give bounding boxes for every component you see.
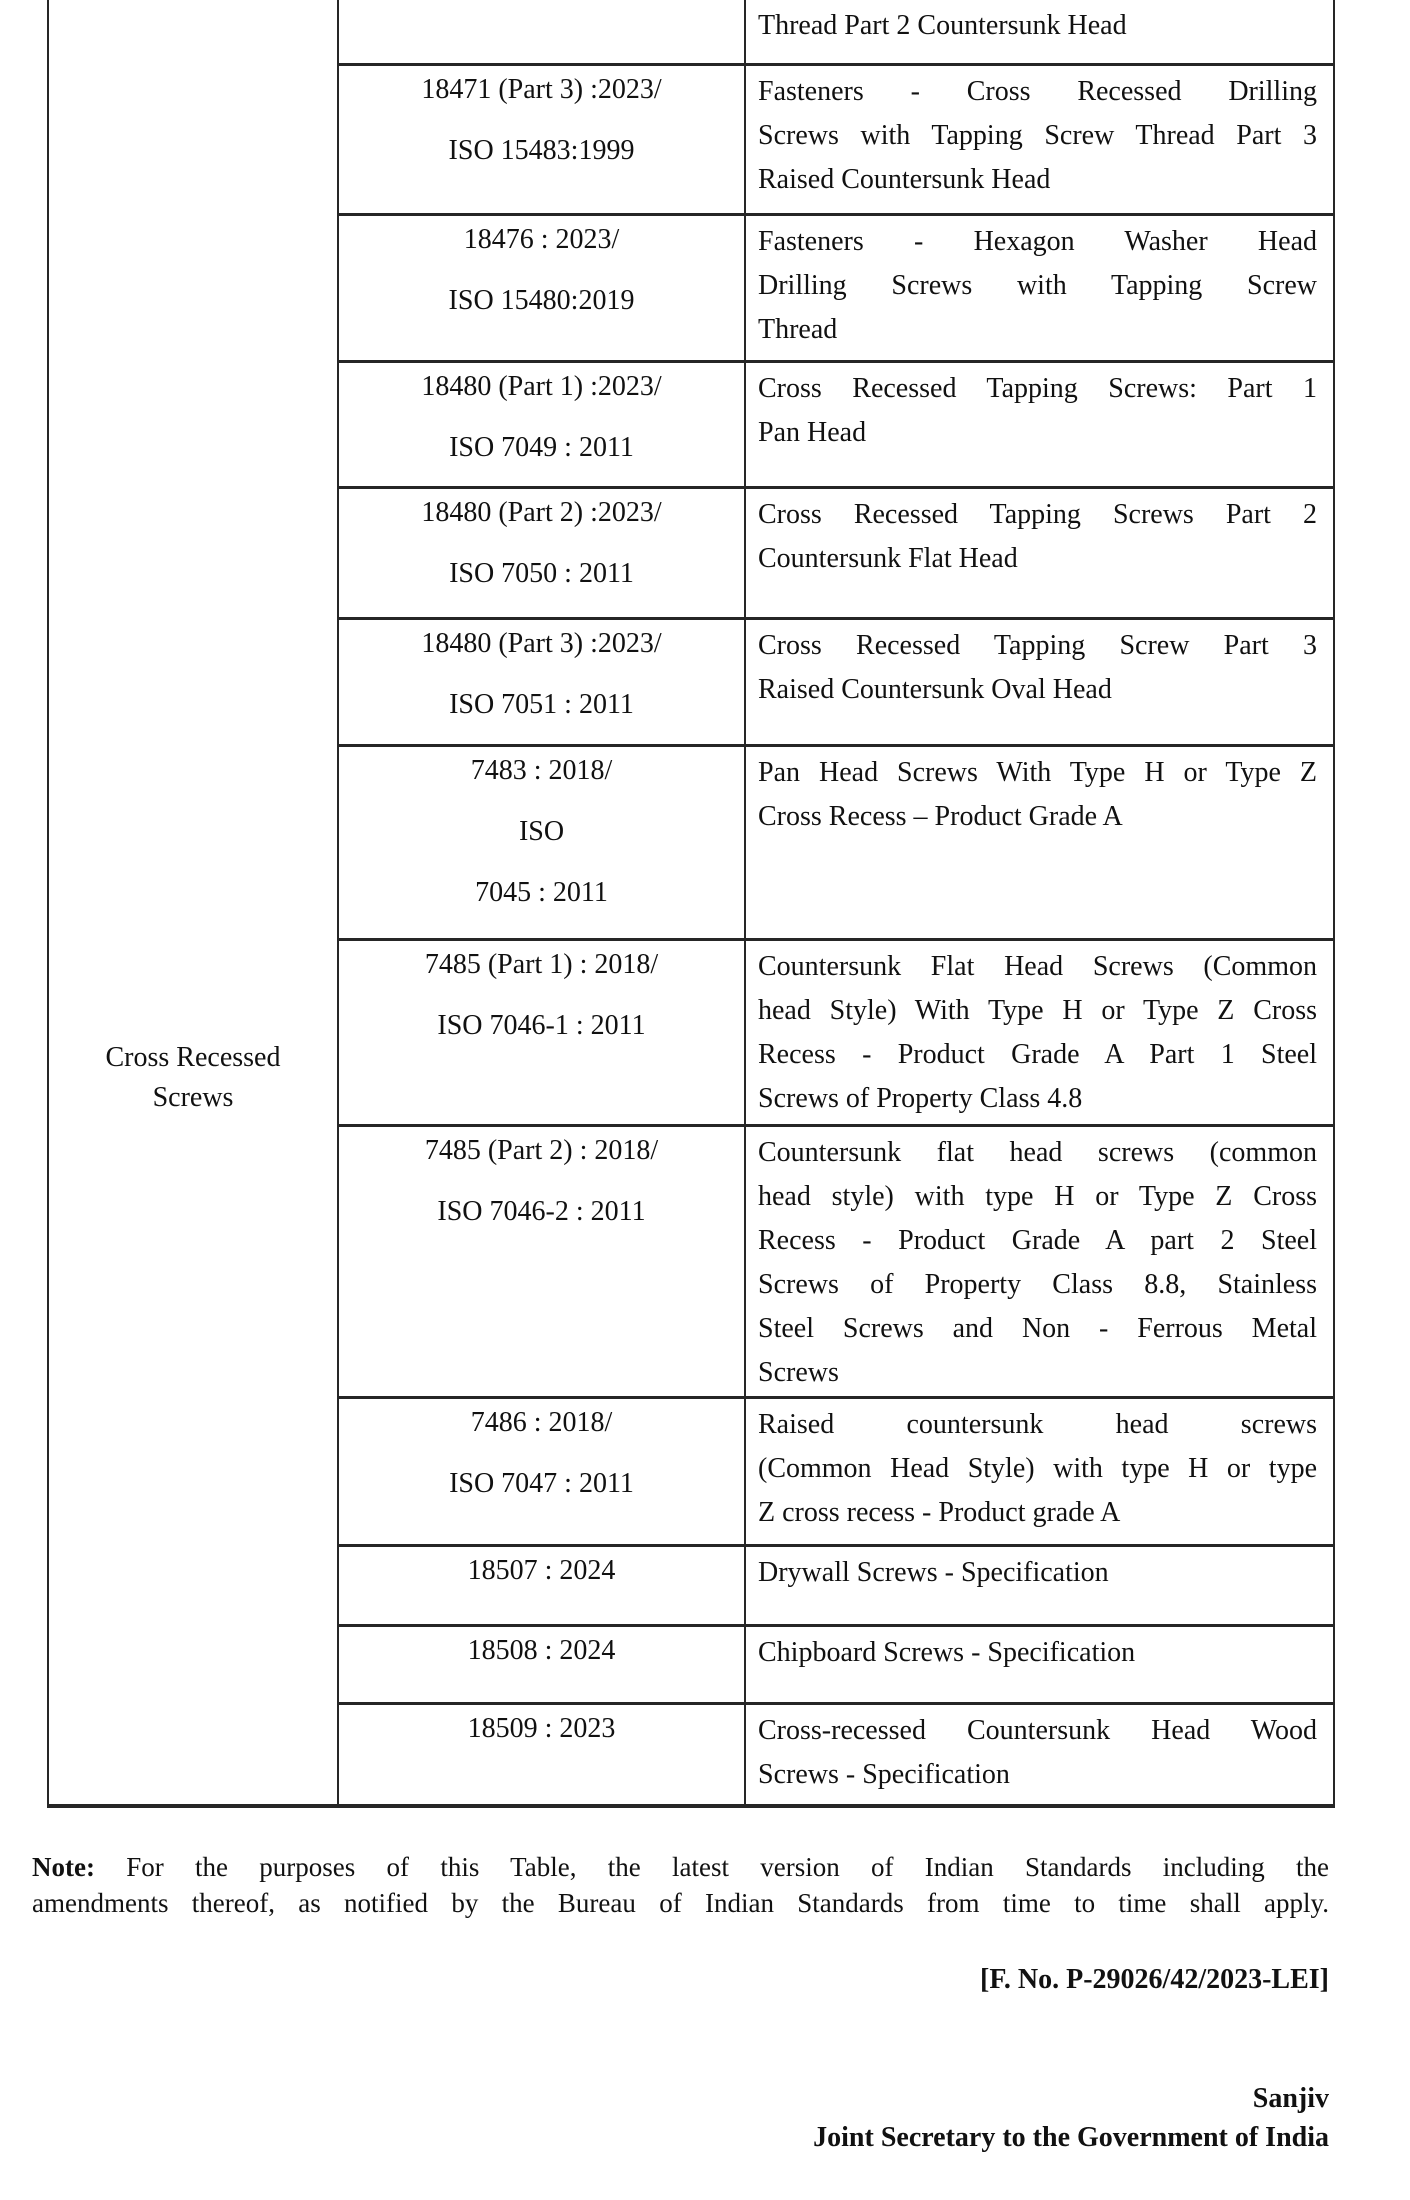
is-number-cell — [339, 1124, 744, 1396]
description-line: head style) with type H or Type Z Cross — [758, 1181, 1317, 1212]
description-line: Thread Part 2 Countersunk Head — [758, 10, 1127, 41]
is-number-line: 18480 (Part 3) :2023/ — [421, 628, 662, 659]
description-line: Screws - Specification — [758, 1759, 1010, 1790]
is-number-line: ISO 7047 : 2011 — [449, 1468, 634, 1499]
is-number-line: 18480 (Part 1) :2023/ — [421, 371, 662, 402]
description-line: Screws of Property Class 8.8, Stainless — [758, 1269, 1317, 1300]
description-line: Cross Recess – Product Grade A — [758, 801, 1123, 832]
description-line: Raised countersunk head screws — [758, 1409, 1317, 1440]
description-line: Countersunk flat head screws (common — [758, 1137, 1317, 1168]
description-cell — [744, 617, 1333, 744]
description-line: head Style) With Type H or Type Z Cross — [758, 995, 1317, 1026]
is-number-cell — [339, 938, 744, 1124]
is-number-cell — [339, 213, 744, 360]
is-number-cell — [339, 1544, 744, 1624]
description-line: Recess - Product Grade A part 2 Steel — [758, 1225, 1317, 1256]
description-line: Fasteners - Cross Recessed Drilling — [758, 76, 1317, 107]
signatory-title: Joint Secretary to the Government of India — [813, 2122, 1329, 2153]
description-cell — [744, 0, 1333, 63]
category-label: Cross Recessed Screws — [105, 1042, 281, 1113]
is-number-cell — [339, 360, 744, 486]
is-number-line: ISO 7050 : 2011 — [449, 558, 634, 589]
description-line: Steel Screws and Non - Ferrous Metal — [758, 1313, 1317, 1344]
description-line: Z cross recess - Product grade A — [758, 1497, 1121, 1528]
is-number-line: ISO 15483:1999 — [448, 135, 635, 166]
description-line: Pan Head — [758, 417, 867, 448]
is-number-line: 7485 (Part 1) : 2018/ — [424, 949, 659, 980]
is-number-cell — [339, 1396, 744, 1544]
description-cell — [744, 744, 1333, 938]
is-number-line: 7485 (Part 2) : 2018/ — [424, 1135, 659, 1166]
is-number-line: 7045 : 2011 — [475, 877, 608, 908]
description-line: Cross Recessed Tapping Screws: Part 1 — [758, 373, 1317, 404]
standards-table — [47, 0, 1335, 1808]
description-line: Screws of Property Class 4.8 — [758, 1083, 1083, 1114]
description-line: Screws with Tapping Screw Thread Part 3 — [758, 120, 1317, 151]
description-cell — [744, 938, 1333, 1124]
description-cell — [744, 486, 1333, 617]
is-number-line: 18476 : 2023/ — [463, 224, 620, 255]
note-paragraph — [32, 1849, 1329, 1921]
is-number-line: ISO 7051 : 2011 — [449, 689, 634, 720]
file-number: [F. No. P-29026/42/2023-LEI] — [980, 1964, 1329, 1995]
is-number-line: 18471 (Part 3) :2023/ — [421, 74, 662, 105]
description-line: Recess - Product Grade A Part 1 Steel — [758, 1039, 1317, 1070]
description-line: Raised Countersunk Head — [758, 164, 1051, 195]
description-line: Chipboard Screws - Specification — [758, 1637, 1136, 1668]
description-cell — [744, 1624, 1333, 1702]
is-number-line: 7483 : 2018/ — [470, 755, 613, 786]
description-line: Fasteners - Hexagon Washer Head — [758, 226, 1317, 257]
description-line: (Common Head Style) with type H or type — [758, 1453, 1317, 1484]
note-line-1 — [32, 1849, 1329, 1885]
note-label: Note: — [32, 1852, 95, 1882]
description-line: Cross Recessed Tapping Screw Part 3 — [758, 630, 1317, 661]
is-number-line: 18480 (Part 2) :2023/ — [421, 497, 662, 528]
is-number-cell — [339, 1702, 744, 1804]
is-number-cell — [339, 63, 744, 213]
is-number-line: ISO 7049 : 2011 — [449, 432, 634, 463]
description-line: Pan Head Screws With Type H or Type Z — [758, 757, 1317, 788]
is-number-line: 18509 : 2023 — [467, 1713, 616, 1744]
is-number-line: 18507 : 2024 — [467, 1555, 616, 1586]
signatory-name: Sanjiv — [1252, 2083, 1329, 2114]
is-number-cell — [339, 0, 744, 63]
is-number-cell — [339, 617, 744, 744]
description-line: Cross Recessed Tapping Screws Part 2 — [758, 499, 1317, 530]
description-cell — [744, 213, 1333, 360]
note-text: For the purposes of this Table, the latest version of Indian Standards including the — [126, 1852, 1330, 1882]
note-line-2: amendments thereof, as notified by the Bureau of Indian Standards from time to time shall apply. — [32, 1888, 1329, 1918]
description-line: Drilling Screws with Tapping Screw — [758, 270, 1317, 301]
description-cell — [744, 1544, 1333, 1624]
description-cell — [744, 1124, 1333, 1396]
is-number-line: 7486 : 2018/ — [470, 1407, 613, 1438]
signature-block — [32, 2079, 1329, 2157]
description-line: Thread — [758, 314, 838, 345]
is-number-line: ISO — [518, 816, 565, 847]
is-number-line: ISO 7046-2 : 2011 — [437, 1196, 646, 1227]
description-line: Countersunk Flat Head Screws (Common — [758, 951, 1317, 982]
description-line: Drywall Screws - Specification — [758, 1557, 1109, 1588]
is-number-cell — [339, 1624, 744, 1702]
description-line: Screws — [758, 1357, 839, 1388]
description-cell — [744, 1396, 1333, 1544]
is-number-line: ISO 15480:2019 — [448, 285, 635, 316]
table-cell-category — [49, 0, 339, 1804]
description-cell — [744, 63, 1333, 213]
description-line: Raised Countersunk Oval Head — [758, 674, 1112, 705]
description-line: Countersunk Flat Head — [758, 543, 1018, 574]
is-number-cell — [339, 486, 744, 617]
description-line: Cross-recessed Countersunk Head Wood — [758, 1715, 1317, 1746]
is-number-line: ISO 7046-1 : 2011 — [437, 1010, 646, 1041]
description-cell — [744, 360, 1333, 486]
is-number-cell — [339, 744, 744, 938]
is-number-line: 18508 : 2024 — [467, 1635, 616, 1666]
description-cell — [744, 1702, 1333, 1804]
